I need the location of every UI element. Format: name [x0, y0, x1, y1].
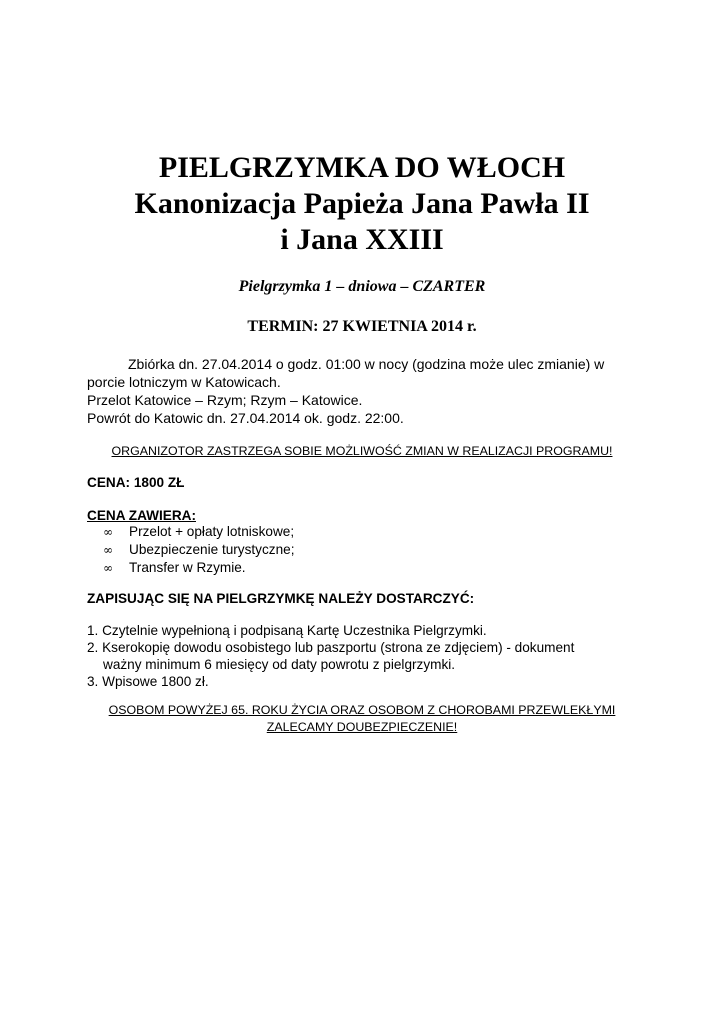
details-line-text: Zbiórka dn. 27.04.2014 o godz. 01:00 w nocy (godzina może ulec zmianie) w [128, 356, 605, 372]
organizer-notice: ORGANIZOTOR ZASTRZEGA SOBIE MOŻLIWOŚĆ ZMIAN W REALIZACJI PROGRAMU! [111, 444, 613, 458]
price-label: CENA: 1800 ZŁ [87, 475, 185, 490]
infinity-bullet-icon: ∞ [103, 543, 113, 557]
infinity-bullet-icon: ∞ [103, 525, 113, 539]
elderly-notice [0, 702, 724, 736]
required-documents-list [87, 622, 574, 690]
infinity-bullet-icon: ∞ [103, 561, 113, 575]
trip-date: TERMIN: 27 KWIETNIA 2014 r. [247, 318, 477, 335]
list-item-continuation: ważny minimum 6 miesięcy od daty powrotu z pielgrzymki. [103, 657, 456, 672]
list-item: 2. Kserokopię dowodu osobistego lub paszportu (strona ze zdjęciem) - dokument [87, 640, 575, 655]
document-title [0, 150, 724, 258]
details-line: Powrót do Katowic dn. 27.04.2014 ok. godz. 22:00. [87, 410, 404, 426]
list-item-text: Ubezpieczenie turystyczne; [129, 542, 295, 557]
includes-list [103, 523, 294, 577]
signup-heading: ZAPISUJĄC SIĘ NA PIELGRZYMKĘ NALEŻY DOSTARCZYĆ: [87, 591, 475, 606]
notice-line: ZALECAMY DOUBEZPIECZENIE! [266, 720, 458, 734]
details-line [87, 355, 604, 373]
list-item [103, 559, 294, 577]
details-line: porcie lotniczym w Katowicach. [87, 374, 281, 390]
list-item: 1. Czytelnie wypełnioną i podpisaną Kartę Uczestnika Pielgrzymki. [87, 623, 487, 638]
notice-line: OSOBOM POWYŻEJ 65. ROKU ŻYCIA ORAZ OSOBOM Z CHOROBAMI PRZEWLEKŁYMI [108, 703, 616, 717]
list-item [103, 541, 294, 559]
trip-subtitle: Pielgrzymka 1 – dniowa – CZARTER [238, 278, 486, 295]
list-item-text: Transfer w Rzymie. [129, 560, 246, 575]
gathering-details [87, 355, 604, 427]
title-line: PIELGRZYMKA DO WŁOCH [158, 151, 566, 184]
details-line: Przelot Katowice – Rzym; Rzym – Katowice. [87, 392, 363, 408]
includes-heading: CENA ZAWIERA: [87, 508, 196, 523]
list-item: 3. Wpisowe 1800 zł. [87, 674, 209, 689]
title-line: i Jana XXIII [280, 223, 444, 256]
title-line: Kanonizacja Papieża Jana Pawła II [134, 187, 590, 220]
list-item [103, 523, 294, 541]
list-item-text: Przelot + opłaty lotniskowe; [129, 524, 295, 539]
